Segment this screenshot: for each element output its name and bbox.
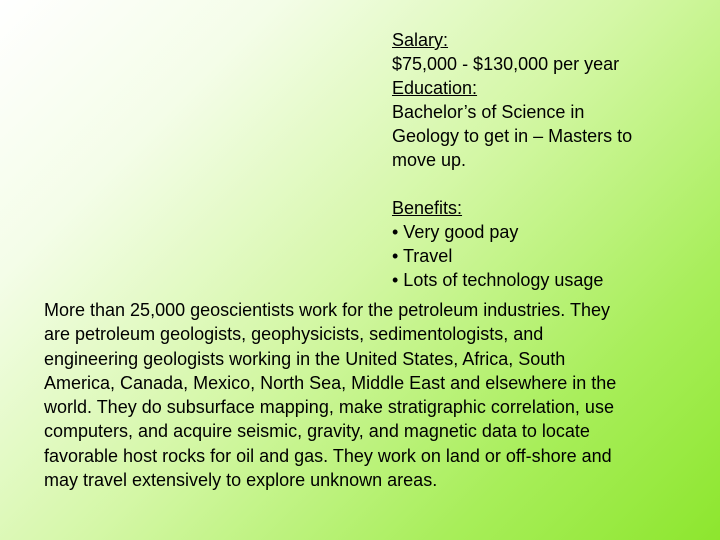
paragraph-spacer <box>392 172 692 196</box>
benefit-item: • Travel <box>392 246 453 266</box>
salary-heading: Salary: <box>392 30 449 50</box>
description-line: favorable host rocks for oil and gas. They work on land or off-shore and <box>44 445 612 466</box>
description-line: engineering geologists working in the United States, Africa, South <box>44 348 566 369</box>
education-heading: Education: <box>392 78 478 98</box>
benefit-item: • Lots of technology usage <box>392 270 604 290</box>
description-line: More than 25,000 geoscientists work for the petroleum industries. They <box>44 300 610 320</box>
benefits-heading: Benefits: <box>392 198 463 218</box>
description-line: world. They do subsurface mapping, make stratigraphic correlation, use <box>44 397 614 418</box>
description-line: are petroleum geologists, geophysicists, sedimentologists, and <box>44 324 544 345</box>
description-line: America, Canada, Mexico, North Sea, Middle East and elsewhere in the <box>44 372 617 393</box>
description-line: may travel extensively to explore unknown areas. <box>44 470 438 491</box>
salary-value: $75,000 - $130,000 per year <box>392 54 620 74</box>
description-paragraph <box>44 298 694 492</box>
education-line: move up. <box>392 150 467 170</box>
education-line: Geology to get in – Masters to <box>392 126 633 146</box>
education-line: Bachelor’s of Science in <box>392 102 585 122</box>
career-info-block <box>392 28 692 292</box>
benefits-list <box>392 220 692 292</box>
description-line: computers, and acquire seismic, gravity, and magnetic data to locate <box>44 421 590 442</box>
benefit-item: • Very good pay <box>392 222 519 242</box>
